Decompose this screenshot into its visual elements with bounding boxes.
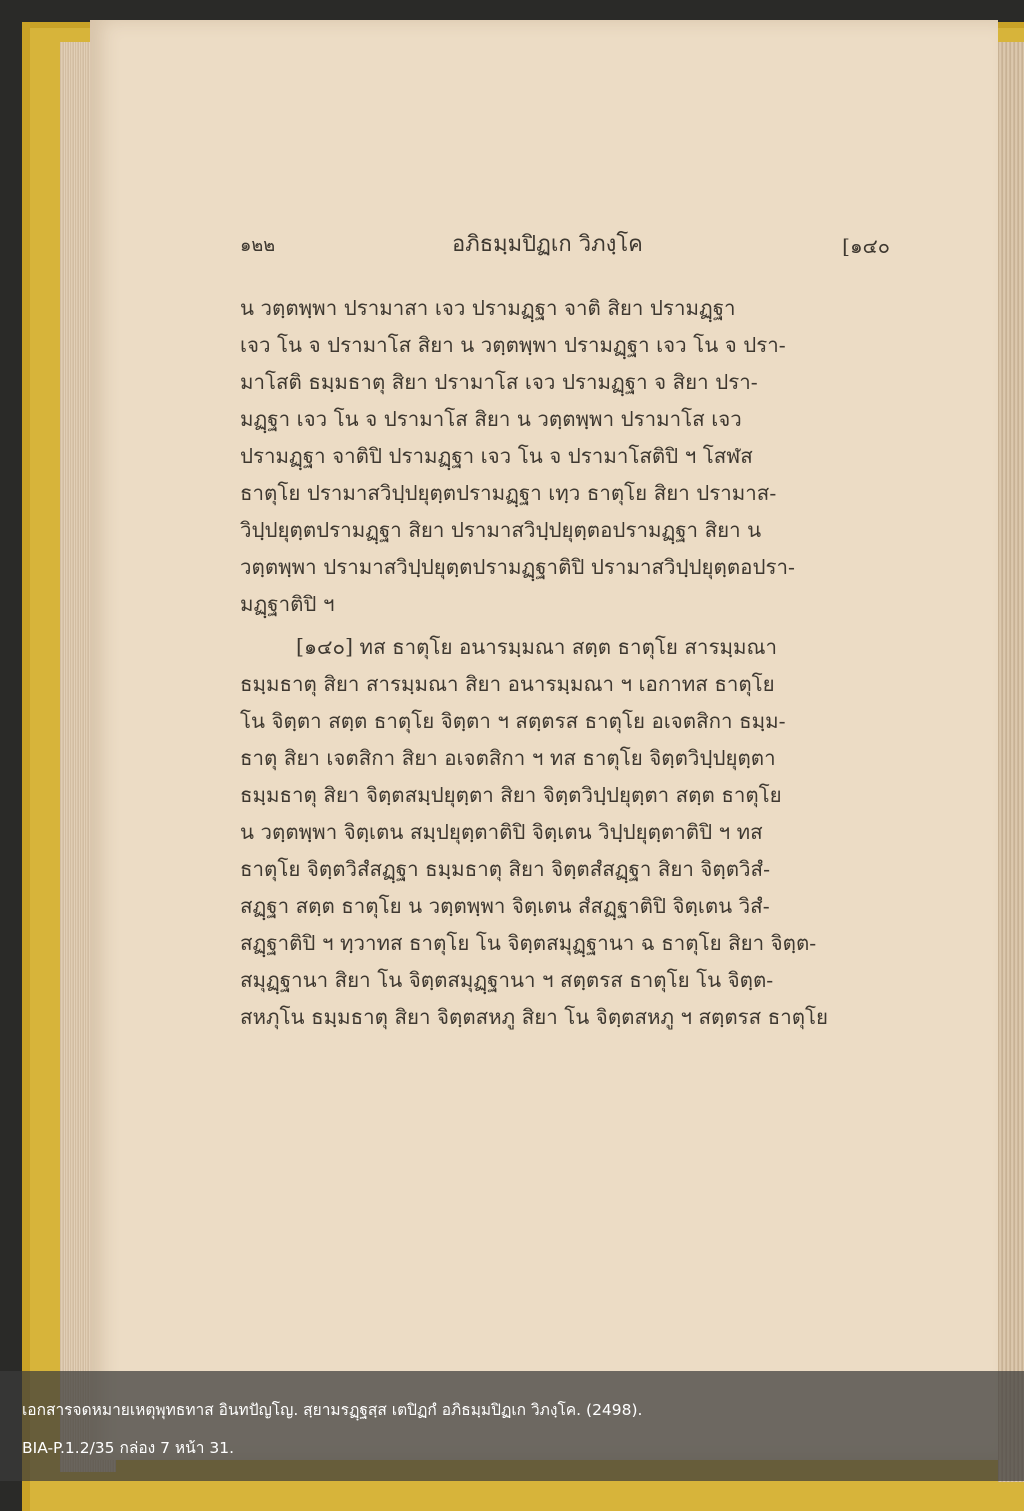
running-title: อภิธมฺมปิฏเก วิภงฺโค (452, 232, 643, 257)
page-number: ๑๒๒ (240, 235, 276, 256)
text-line: วิปฺปยุตฺตปรามฏฺฐา สิยา ปรามาสวิปฺปยุตฺตอปรามฏฺฐา สิยา น (240, 518, 762, 542)
text-line: มาโสติ ธมฺมธาตุ สิยา ปรามาโส เจว ปรามฏฺฐา จ สิยา ปรา- (240, 370, 758, 394)
text-line: ธาตุโย จิตฺตวิสํสฏฺฐา ธมฺมธาตุ สิยา จิตฺตสํสฏฺฐา สิยา จิตฺตวิสํ- (240, 857, 770, 881)
caption-title: เอกสารจดหมายเหตุพุทธทาส อินทปัญโญ. สฺยามรฏฺฐสฺส เตปิฏกํ อภิธมฺมปิฏเก วิภงฺโค. (2498). (22, 1401, 643, 1419)
text-line: มฏฺฐา เจว โน จ ปรามาโส สิยา น วตฺตพฺพา ปรามาโส เจว (240, 407, 742, 431)
text-line: ธาตุโย ปรามาสวิปฺปยุตฺตปรามฏฺฐา เทฺว ธาตุโย สิยา ปรามาส- (240, 481, 777, 505)
paragraph-1 (240, 290, 890, 623)
text-line: สฏฺฐา สตฺต ธาตุโย น วตฺตพฺพา จิตฺเตน สํสฏฺฐาติปิ จิตฺเตน วิสํ- (240, 894, 770, 918)
text-line: สฏฺฐาติปิ ฯ ทฺวาทส ธาตุโย โน จิตฺตสมุฏฺฐานา ฉ ธาตุโย สิยา จิตฺต- (240, 931, 817, 955)
page-header (240, 226, 890, 260)
text-line: ธมฺมธาตุ สิยา จิตฺตสมฺปยุตฺตา สิยา จิตฺตวิปฺปยุตฺตา สตฺต ธาตุโย (240, 783, 782, 807)
text-line: สมุฏฺฐานา สิยา โน จิตฺตสมุฏฺฐานา ฯ สตฺตรส ธาตุโย โน จิตฺต- (240, 968, 774, 992)
text-line: สหภุโน ธมฺมธาตุ สิยา จิตฺตสหภู สิยา โน จิตฺตสหภู ฯ สตฺตรส ธาตุโย (240, 1005, 829, 1029)
text-line: [๑๔๐] ทส ธาตุโย อนารมฺมณา สตฺต ธาตุโย สารมฺมณา (296, 635, 778, 659)
caption-reference: BIA-P.1.2/35 กล่อง 7 หน้า 31. (22, 1439, 235, 1457)
text-line: น วตฺตพฺพา ปรามาสา เจว ปรามฏฺฐา จาติ สิยา ปรามฏฺฐา (240, 296, 736, 320)
section-mark: [๑๔๐ (842, 234, 890, 258)
text-line: ปรามฏฺฐา จาติปิ ปรามฏฺฐา เจว โน จ ปรามาโสติปิ ฯ โสฬส (240, 444, 753, 468)
paragraph-2 (240, 629, 890, 1036)
page-edges-right (998, 42, 1024, 1482)
text-line: ธมฺมธาตุ สิยา สารมฺมณา สิยา อนารมฺมณา ฯ เอกาทส ธาตุโย (240, 672, 775, 696)
text-line: เจว โน จ ปรามาโส สิยา น วตฺตพฺพา ปรามฏฺฐา เจว โน จ ปรา- (240, 333, 786, 357)
archive-caption (0, 1371, 1024, 1481)
text-line: ธาตุ สิยา เจตสิกา สิยา อเจตสิกา ฯ ทส ธาตุโย จิตฺตวิปฺปยุตฺตา (240, 746, 776, 770)
text-line: วตฺตพฺพา ปรามาสวิปฺปยุตฺตปรามฏฺฐาติปิ ปรามาสวิปฺปยุตฺตอปรา- (240, 555, 795, 579)
text-line: มฏฺฐาติปิ ฯ (240, 592, 335, 616)
text-line: โน จิตฺตา สตฺต ธาตุโย จิตฺตา ฯ สตฺตรส ธาตุโย อเจตสิกา ธมฺม- (240, 709, 786, 733)
text-line: น วตฺตพฺพา จิตฺเตน สมฺปยุตฺตาติปิ จิตฺเตน วิปฺปยุตฺตาติปิ ฯ ทส (240, 820, 763, 844)
page-body (240, 290, 890, 1036)
